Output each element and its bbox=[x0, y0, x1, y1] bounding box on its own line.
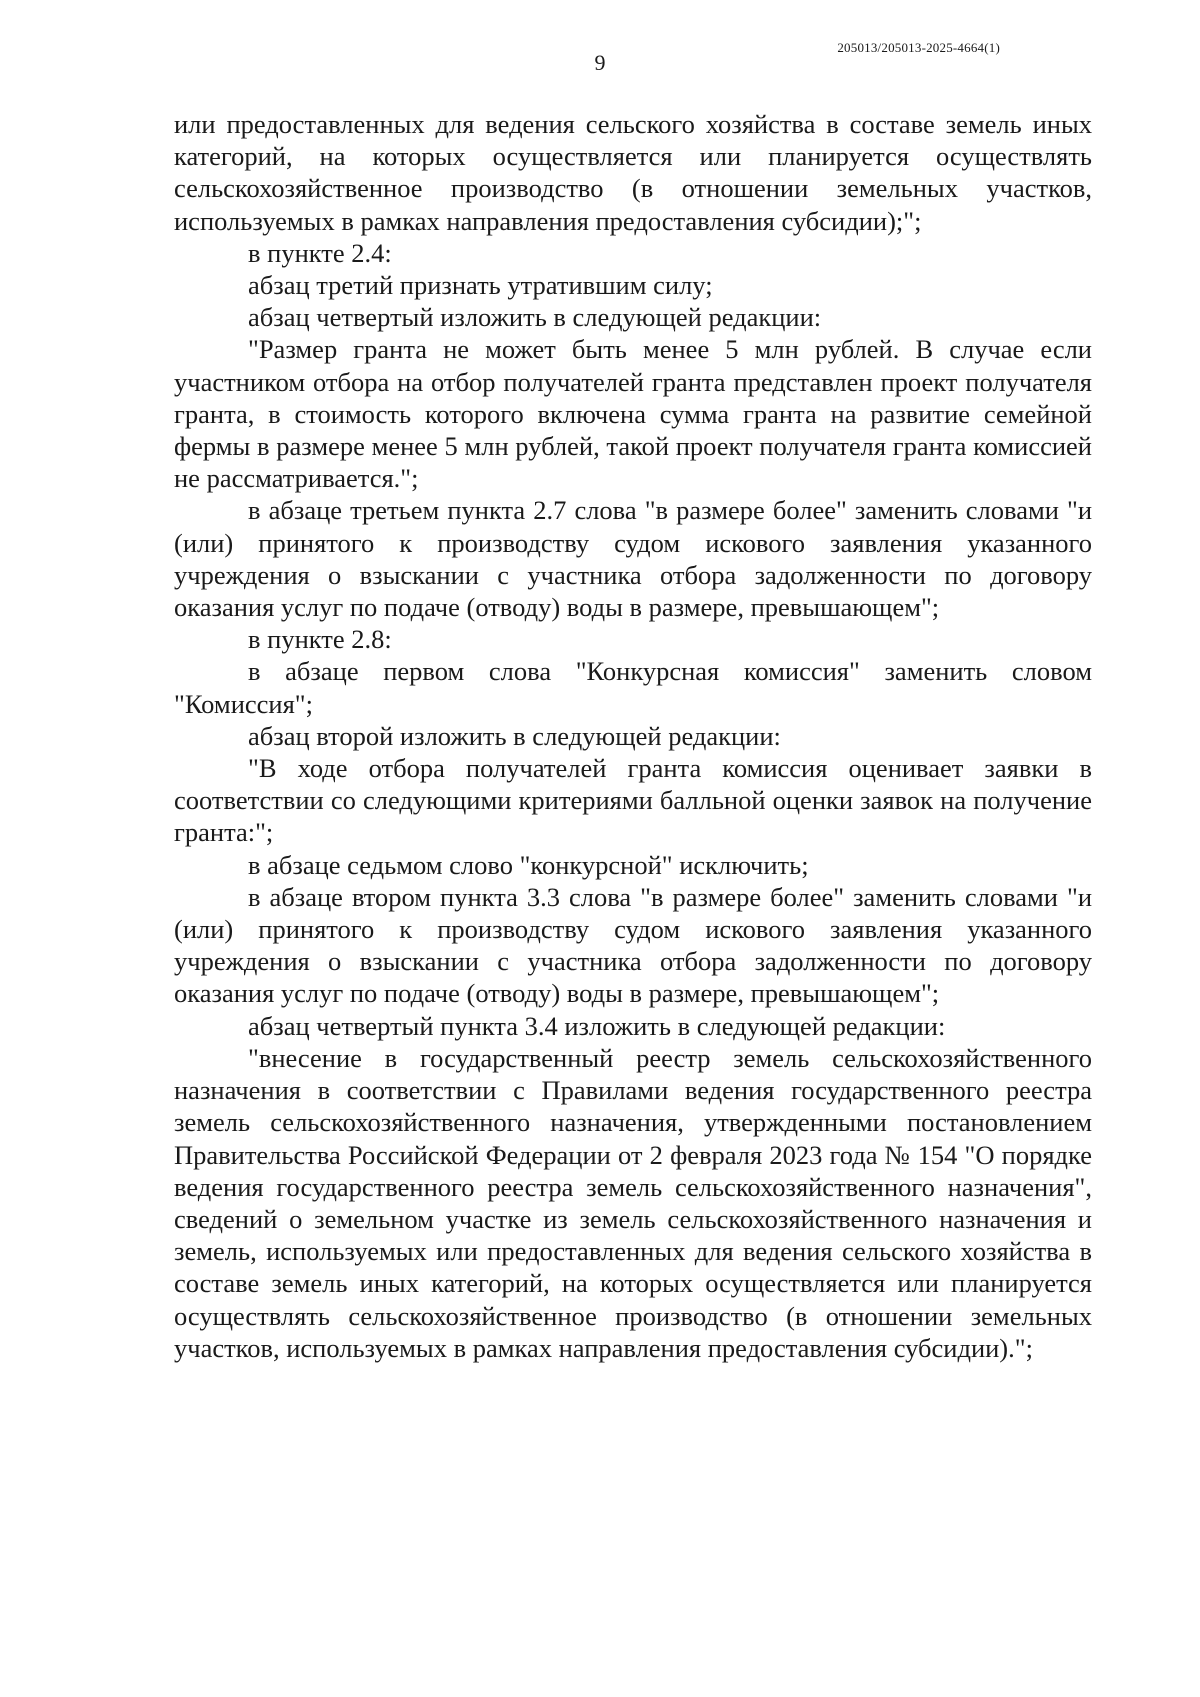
paragraph: абзац второй изложить в следующей редакции: bbox=[248, 720, 781, 751]
paragraph: в абзаце втором пункта 3.3 слова "в размере более" заменить словами "и (или) принятого к производству судом искового заявления указанного учреждения о взыскании с участника отбора задолженности по договору оказания услуг по подаче (отводу) воды в размере, превышающем"; bbox=[174, 881, 1092, 1009]
paragraph: в пункте 2.4: bbox=[248, 237, 392, 268]
paragraph: в абзаце седьмом слово "конкурсной" исключить; bbox=[248, 849, 809, 880]
paragraph: абзац четвертый пункта 3.4 изложить в следующей редакции: bbox=[248, 1010, 946, 1041]
paragraph: абзац четвертый изложить в следующей редакции: bbox=[248, 302, 822, 333]
page-number: 9 bbox=[594, 50, 606, 75]
paragraph: "В ходе отбора получателей гранта комиссия оценивает заявки в соответствии со следующими критериями балльной оценки заявок на получение гранта:"; bbox=[174, 753, 1092, 848]
paragraph: в пункте 2.8: bbox=[248, 624, 392, 655]
document-id: 205013/205013-2025-4664(1) bbox=[837, 40, 1000, 55]
document-body bbox=[174, 108, 1092, 1364]
paragraph: "Размер гранта не может быть менее 5 млн рублей. В случае если участником отбора на отбор получателей гранта представлен проект получателя гранта, в стоимость которого включена сумма гранта на развитие семейной фермы в размере менее 5 млн рублей, такой проект получателя гранта комиссией не рассматривается."; bbox=[174, 334, 1092, 494]
paragraph: "внесение в государственный реестр земель сельскохозяйственного назначения в соответствии с Правилами ведения государственного реестра земель сельскохозяйственного назначения, утвержденными постановлением Правительства Российской Федерации от 2 февраля 2023 года № 154 "О порядке ведения государственного реестра земель сельскохозяйственного назначения", сведений о земельном участке из земель сельскохозяйственного назначения и земель, используемых или предоставленных для ведения сельского хозяйства в составе земель иных категорий, на которых осуществляется или планируется осуществлять сельскохозяйственное производство (в отношении земельных участков, используемых в рамках направления предоставления субсидии)."; bbox=[174, 1042, 1092, 1363]
paragraph: или предоставленных для ведения сельского хозяйства в составе земель иных категорий, на которых осуществляется или планируется осуществлять сельскохозяйственное производство (в отношении земельных участков, используемых в рамках направления предоставления субсидии);"; bbox=[174, 109, 1092, 236]
paragraph: абзац третий признать утратившим силу; bbox=[248, 270, 713, 301]
paragraph: в абзаце третьем пункта 2.7 слова "в размере более" заменить словами "и (или) принятого к производству судом искового заявления указанного учреждения о взыскании с участника отбора задолженности по договору оказания услуг по подаче (отводу) воды в размере, превышающем"; bbox=[174, 495, 1092, 623]
paragraph: в абзаце первом слова "Конкурсная комиссия" заменить словом "Комиссия"; bbox=[174, 656, 1092, 719]
